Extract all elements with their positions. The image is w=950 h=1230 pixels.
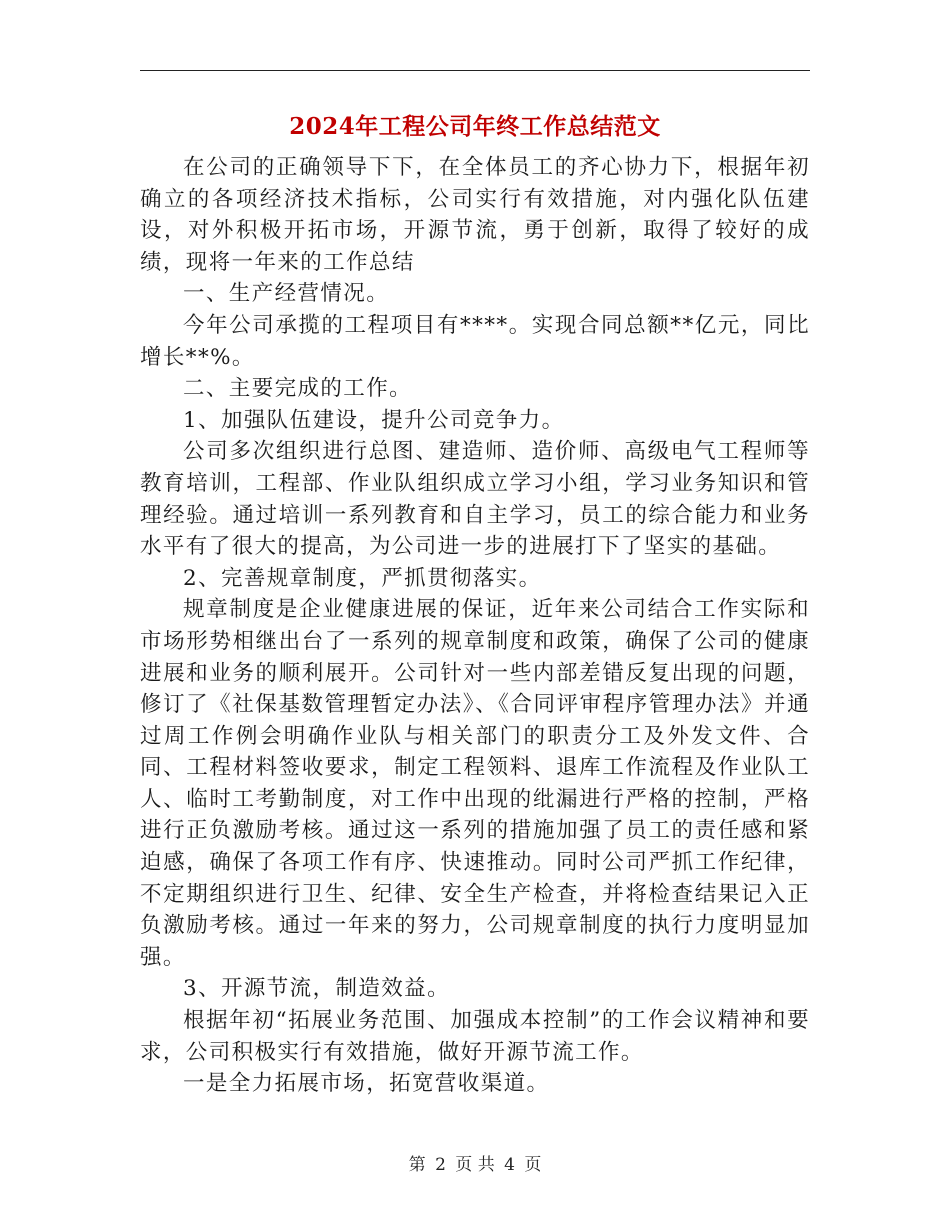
page-footer (0, 1153, 950, 1177)
footer-prefix: 第 (408, 1155, 426, 1175)
paragraph-intro: 在公司的正确领导下下，在全体员工的齐心协力下，根据年初确立的各项经济技术指标，公司实行有效措施，对内强化队伍建设，对外积极开拓市场，开源节流，勇于创新，取得了较好的成绩，现将一年来的工作总结 (140, 155, 810, 275)
section-heading-production: 一、生产经营情况。 (183, 281, 390, 307)
paragraph-market-expansion: 一是全力拓展市场，拓宽营收渠道。 (183, 1071, 550, 1097)
footer-total-pages: 4 (504, 1155, 515, 1175)
subheading-team-building: 1、加强队伍建设，提升公司竞争力。 (183, 407, 565, 433)
header-rule (140, 70, 810, 71)
footer-current-page: 2 (435, 1155, 446, 1175)
paragraph-team-building: 公司多次组织进行总图、建造师、造价师、高级电气工程师等教育培训，工程部、作业队组织成立学习小组，学习业务知识和管理经验。通过培训一系列教育和自主学习，员工的综合能力和业务水平有了很大的提高，为公司进一步的进展打下了坚实的基础。 (140, 439, 810, 560)
document-title: 2024年工程公司年终工作总结范文 (289, 113, 661, 140)
footer-suffix: 页 (524, 1155, 542, 1175)
footer-middle: 页 共 (455, 1155, 495, 1175)
paragraph-regulations: 规章制度是企业健康进展的保证，近年来公司结合工作实际和市场形势相继出台了一系列的规章制度和政策，确保了公司的健康进展和业务的顺利展开。公司针对一些内部差错反复出现的问题，修订了《社保基数管理暂定办法》、《合同评审程序管理办法》并通过周工作例会明确作业队与相关部门的职责分工及外发文件、合同、工程材料签收要求，制定工程领料、退库工作流程及作业队工人、临时工考勤制度，对工作中出现的纰漏进行严格的控制，严格进行正负激励考核。通过这一系列的措施加强了员工的责任感和紧迫感，确保了各项工作有序、快速推动。同时公司严抓工作纪律，不定期组织进行卫生、纪律、安全生产检查，并将检查结果记入正负激励考核。通过一年来的努力，公司规章制度的执行力度明显加强。 (140, 597, 810, 970)
section-heading-main-work: 二、主要完成的工作。 (183, 376, 413, 402)
subheading-cost-control: 3、开源节流，制造效益。 (183, 976, 450, 1002)
paragraph-cost-control: 根据年初“拓展业务范围、加强成本控制”的工作会议精神和要求，公司积极实行有效措施，做好开源节流工作。 (140, 1008, 810, 1065)
document-body (140, 152, 810, 1100)
subheading-regulations: 2、完善规章制度，严抓贯彻落实。 (183, 565, 542, 591)
paragraph-production: 今年公司承揽的工程项目有****。实现合同总额**亿元，同比增长**%。 (140, 312, 810, 370)
